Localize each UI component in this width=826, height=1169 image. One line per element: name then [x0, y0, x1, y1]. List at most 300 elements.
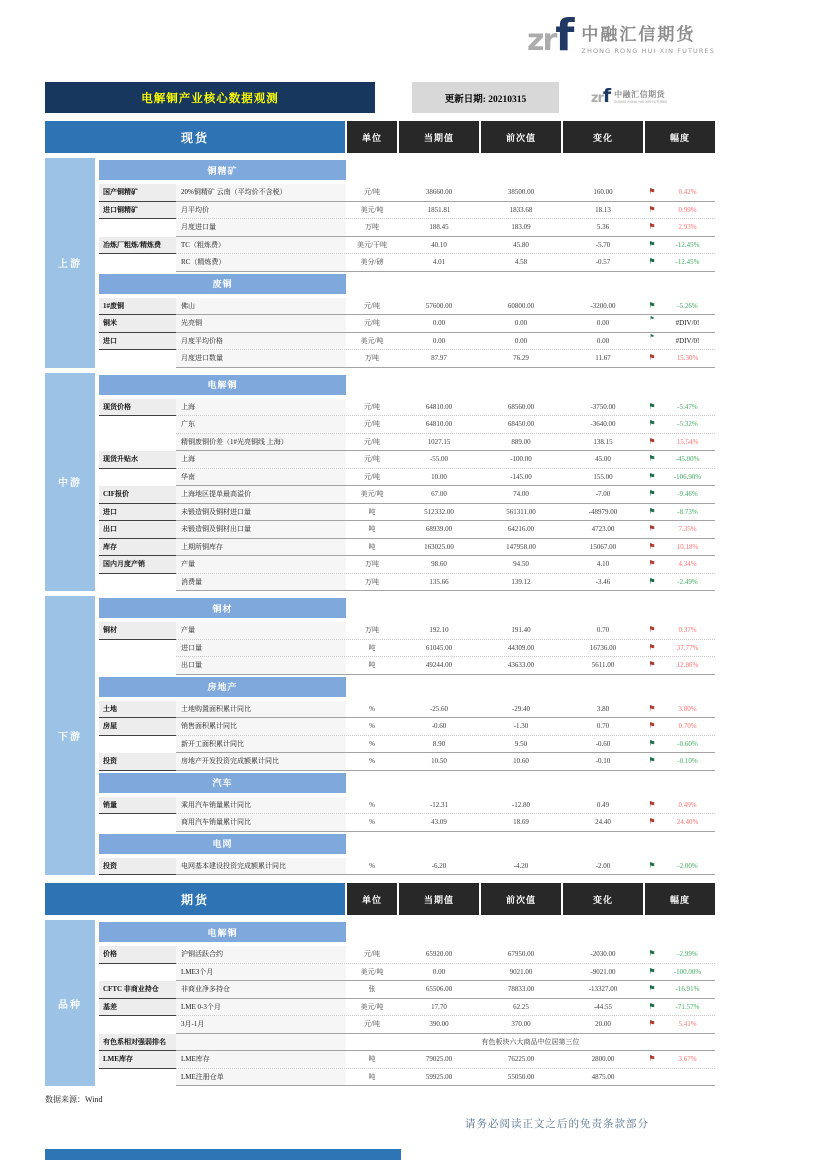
column-header-previous: 前次值: [481, 883, 561, 915]
amplitude-cell: [644, 701, 715, 718]
table-header-row: [45, 121, 715, 153]
table-row: [99, 797, 715, 815]
previous-value-cell: 9.50: [514, 739, 528, 748]
current-value-cell: -6.20: [431, 861, 447, 870]
row-desc: [176, 1034, 346, 1051]
up-flag-icon: ⚑: [648, 353, 656, 363]
amplitude-cell: [644, 797, 715, 814]
row-desc: RC（精炼费）: [176, 254, 346, 271]
previous-value-cell: 74.00: [513, 490, 529, 499]
row-values: [176, 1069, 715, 1087]
column-header-unit: 单位: [347, 121, 397, 153]
amplitude-value: -106.90%: [673, 472, 702, 481]
previous-value-cell: 62.25: [513, 1002, 529, 1011]
change-value-cell: 18.13: [595, 205, 611, 214]
unit-cell: 万吨: [365, 577, 379, 586]
unit-cell: 元/吨: [364, 472, 380, 481]
sidebar-label: 品种: [45, 920, 95, 1086]
row-desc: 出口量: [176, 657, 346, 674]
amplitude-value: -0.10%: [677, 757, 698, 766]
row-label: 1#废铜: [99, 298, 176, 316]
previous-value-cell: 139.12: [511, 577, 531, 586]
row-desc: LME库存: [176, 1051, 346, 1068]
unit-cell: 元/吨: [364, 319, 380, 328]
change-value-cell: -5.70: [595, 240, 611, 249]
current-value-cell: 43.09: [431, 818, 447, 827]
amplitude-cell: [644, 657, 715, 674]
previous-value-cell: 60800.00: [507, 301, 535, 310]
row-desc: LME3个月: [176, 964, 346, 981]
amplitude-cell: [644, 333, 715, 350]
amplitude-value: 10.18%: [676, 542, 699, 551]
amplitude-cell: [644, 640, 715, 657]
zero-flag-icon: ⚑: [649, 333, 655, 340]
row-label: 出口: [99, 521, 176, 539]
up-flag-icon: ⚑: [648, 799, 656, 809]
table-row: [99, 736, 715, 754]
table-row: [99, 1069, 715, 1087]
amplitude-value: -71.57%: [675, 1002, 700, 1011]
sections: [99, 158, 715, 368]
previous-value-cell: -145.00: [510, 472, 532, 481]
down-flag-icon: ⚑: [648, 401, 656, 411]
header-logo: [559, 82, 715, 113]
row-values: [176, 814, 715, 832]
current-value-cell: 65920.00: [425, 950, 453, 959]
unit-cell: 张: [368, 985, 376, 994]
unit-cell: 吨: [368, 1072, 376, 1081]
up-flag-icon: ⚑: [648, 660, 656, 670]
row-desc: 上海: [176, 451, 346, 468]
previous-value-cell: 561311.00: [506, 507, 536, 516]
company-logo: [527, 10, 715, 61]
row-desc: 华南: [176, 469, 346, 486]
amplitude-cell: [644, 434, 715, 451]
amplitude-value: -0.60%: [677, 739, 698, 748]
amplitude-cell: [644, 622, 715, 639]
row-values: [176, 858, 715, 876]
table-row: [99, 202, 715, 220]
previous-value-cell: 45.80: [513, 240, 529, 249]
row-label: 现货价格: [99, 399, 176, 417]
table-row: [99, 504, 715, 522]
row-values: [176, 657, 715, 675]
amplitude-value: -16.91%: [675, 985, 700, 994]
row-desc: 新开工面积累计同比: [176, 736, 346, 753]
table-title: 期货: [45, 883, 345, 915]
row-values: [176, 469, 715, 487]
table-row: [99, 333, 715, 351]
change-value-cell: -2030.00: [590, 950, 616, 959]
up-flag-icon: ⚑: [648, 1054, 656, 1064]
row-desc: 月度进口量: [176, 219, 346, 236]
row-values: [176, 315, 715, 333]
row-desc: 光亮铜: [176, 315, 346, 332]
row-values: [176, 254, 715, 272]
previous-value-cell: 55050.00: [507, 1072, 535, 1081]
current-value-cell: 0.00: [432, 967, 446, 976]
row-desc: 消费量: [176, 574, 346, 591]
table-row: [99, 350, 715, 368]
amplitude-cell: [644, 451, 715, 468]
previous-value-cell: 191.40: [511, 626, 531, 635]
row-desc: LME注册仓单: [176, 1069, 346, 1086]
table-row: [99, 718, 715, 736]
table-row: [99, 701, 715, 719]
unit-cell: 元/吨: [364, 950, 380, 959]
unit-cell: %: [369, 704, 375, 713]
change-value-cell: 2800.00: [591, 1055, 615, 1064]
row-label: [99, 964, 176, 982]
previous-value-cell: 76225.00: [507, 1055, 535, 1064]
unit-cell: 元/吨: [364, 188, 380, 197]
title-spacer: [375, 82, 412, 113]
zrf-mini-logo-icon: zrf 中融汇信期货 ZHONG RONG HUI XIN FUTURES: [590, 85, 668, 107]
row-values: [176, 539, 715, 557]
update-date: 更新日期: 20210315: [412, 82, 559, 113]
previous-value-cell: 38500.00: [507, 188, 535, 197]
change-value-cell: 5611.00: [591, 661, 615, 670]
previous-value-cell: 183.09: [511, 223, 531, 232]
unit-cell: 美元/干吨: [357, 240, 387, 249]
previous-value-cell: -4.20: [513, 861, 529, 870]
row-values: [176, 1034, 715, 1052]
down-flag-icon: ⚑: [648, 738, 656, 748]
row-values: [176, 556, 715, 574]
down-flag-icon: ⚑: [648, 239, 656, 249]
previous-value-cell: -12.80: [511, 800, 531, 809]
row-label: 基差: [99, 999, 176, 1017]
current-value-cell: 0.00: [432, 336, 446, 345]
section-band: 房地产: [99, 677, 346, 697]
down-flag-icon: ⚑: [648, 1001, 656, 1011]
row-label: 销量: [99, 797, 176, 815]
amplitude-cell: [644, 574, 715, 591]
current-value-cell: 8.90: [432, 739, 446, 748]
amplitude-cell: [644, 202, 715, 219]
row-values: [176, 574, 715, 592]
table-row: [99, 858, 715, 876]
row-label: 价格: [99, 946, 176, 964]
previous-value-cell: 4.58: [514, 258, 528, 267]
row-desc: 电网基本建设投资完成额累计同比: [176, 858, 346, 875]
row-label: [99, 469, 176, 487]
row-values: [176, 999, 715, 1017]
amplitude-value: -12.45%: [675, 240, 700, 249]
unit-cell: 美元/吨: [360, 967, 384, 976]
sidebar-label: 上游: [45, 158, 95, 368]
down-flag-icon: ⚑: [648, 984, 656, 994]
section-band: 汽车: [99, 773, 346, 793]
change-value-cell: -0.57: [595, 258, 611, 267]
unit-cell: 万吨: [365, 223, 379, 232]
down-flag-icon: ⚑: [648, 949, 656, 959]
down-flag-icon: ⚑: [648, 576, 656, 586]
unit-cell: 美分/磅: [360, 258, 384, 267]
amplitude-cell: [644, 350, 715, 367]
row-values: [176, 486, 715, 504]
row-values: [176, 434, 715, 452]
footer-bar: [45, 1149, 401, 1160]
row-label: [99, 219, 176, 237]
up-flag-icon: ⚑: [648, 436, 656, 446]
row-values: [176, 946, 715, 964]
down-flag-icon: ⚑: [648, 300, 656, 310]
table-row: [99, 434, 715, 452]
change-value-cell: 160.00: [593, 188, 613, 197]
change-value-cell: -9021.00: [590, 967, 616, 976]
row-values: [176, 451, 715, 469]
current-value-cell: 10.00: [431, 472, 447, 481]
amplitude-value: #DIV/0!: [675, 319, 700, 328]
previous-value-cell: 10.60: [513, 757, 529, 766]
table-row: [99, 753, 715, 771]
amplitude-cell: [644, 1069, 715, 1086]
row-values: [176, 964, 715, 982]
change-value-cell: -7.00: [595, 490, 611, 499]
amplitude-value: 2.93%: [678, 223, 697, 232]
row-values: [176, 184, 715, 202]
previous-value-cell: 9021.00: [509, 967, 533, 976]
disclaimer: 请务必阅读正文之后的免责条款部分: [465, 1119, 649, 1130]
current-value-cell: 390.00: [429, 1020, 449, 1029]
sidebar-group: [45, 596, 715, 875]
change-value-cell: -0.60: [595, 739, 611, 748]
change-value-cell: 15067.00: [589, 542, 617, 551]
previous-value-cell: 67950.00: [507, 950, 535, 959]
current-value-cell: 87.97: [431, 354, 447, 363]
row-desc: 土地购置面积累计同比: [176, 701, 346, 718]
table-row: [99, 814, 715, 832]
amplitude-cell: [644, 298, 715, 315]
row-values: [176, 504, 715, 522]
change-value-cell: 11.67: [595, 354, 611, 363]
amplitude-value: -5.26%: [677, 301, 698, 310]
current-value-cell: -12.31: [429, 800, 449, 809]
amplitude-cell: [644, 999, 715, 1016]
previous-value-cell: 94.50: [513, 560, 529, 569]
current-value-cell: 4.01: [432, 258, 446, 267]
previous-value-cell: 0.00: [514, 336, 528, 345]
unit-cell: %: [369, 739, 375, 748]
amplitude-value: 3.67%: [678, 1055, 697, 1064]
current-value-cell: 79025.00: [425, 1055, 453, 1064]
amplitude-value: 5.41%: [678, 1020, 697, 1029]
current-value-cell: -55.00: [429, 455, 449, 464]
data-source: 数据来源：Wind: [45, 1095, 103, 1104]
amplitude-value: 15.30%: [676, 354, 699, 363]
previous-value-cell: 68560.00: [507, 402, 535, 411]
up-flag-icon: ⚑: [648, 204, 656, 214]
column-header-unit: 单位: [347, 883, 397, 915]
amplitude-value: -2.99%: [677, 950, 698, 959]
table-row: [99, 315, 715, 333]
merged-note: 有色板块六大商品中位居第三位: [481, 1037, 580, 1046]
amplitude-cell: [644, 237, 715, 254]
amplitude-value: -9.46%: [677, 490, 698, 499]
amplitude-value: 0.70%: [678, 722, 697, 731]
report-body: [45, 82, 715, 1086]
table-row: [99, 521, 715, 539]
unit-cell: 元/吨: [364, 437, 380, 446]
row-desc: TC（粗炼费）: [176, 237, 346, 254]
row-values: [176, 797, 715, 815]
row-desc: 精铜废铜价差（1#光亮铜线 上海）: [176, 434, 346, 451]
row-values: [176, 298, 715, 316]
amplitude-cell: [644, 814, 715, 831]
current-value-cell: 17.70: [431, 1002, 447, 1011]
row-values: [176, 399, 715, 417]
amplitude-value: 4.34%: [678, 560, 697, 569]
up-flag-icon: ⚑: [648, 541, 656, 551]
current-value-cell: 49244.00: [425, 661, 453, 670]
amplitude-cell: [644, 521, 715, 538]
row-values: [176, 521, 715, 539]
column-header-current: 当期值: [399, 121, 479, 153]
previous-value-cell: 18.69: [513, 818, 529, 827]
row-desc: 非商业净多持仓: [176, 981, 346, 998]
previous-value-cell: -1.30: [513, 722, 529, 731]
table-row: [99, 657, 715, 675]
down-flag-icon: ⚑: [648, 489, 656, 499]
table-row: [99, 1051, 715, 1069]
down-flag-icon: ⚑: [648, 257, 656, 267]
unit-cell: %: [369, 818, 375, 827]
table-row: [99, 622, 715, 640]
amplitude-value: 24.40%: [676, 818, 699, 827]
current-value-cell: 188.45: [429, 223, 449, 232]
change-value-cell: 4.10: [596, 560, 610, 569]
change-value-cell: 0.00: [596, 336, 610, 345]
row-desc: 广东: [176, 416, 346, 433]
row-label: [99, 657, 176, 675]
unit-cell: 美元/吨: [360, 1002, 384, 1011]
row-label: [99, 1016, 176, 1034]
row-label: 土地: [99, 701, 176, 719]
unit-cell: 万吨: [365, 354, 379, 363]
amplitude-cell: [644, 219, 715, 236]
row-label: 库存: [99, 539, 176, 557]
amplitude-value: 7.35%: [678, 525, 697, 534]
amplitude-cell: [644, 539, 715, 556]
column-header-amplitude: 幅度: [645, 121, 715, 153]
row-values: [176, 753, 715, 771]
amplitude-cell: [644, 399, 715, 416]
amplitude-cell: [644, 184, 715, 201]
amplitude-value: -5.32%: [677, 420, 698, 429]
row-desc: LME 0-3个月: [176, 999, 346, 1016]
up-flag-icon: ⚑: [648, 524, 656, 534]
sidebar-group: [45, 373, 715, 592]
zero-flag-icon: ⚑: [649, 316, 655, 322]
table-row: [99, 298, 715, 316]
change-value-cell: -3640.00: [590, 420, 616, 429]
unit-cell: 元/吨: [364, 420, 380, 429]
unit-cell: 吨: [368, 661, 376, 670]
up-flag-icon: ⚑: [648, 222, 656, 232]
table-row: [99, 184, 715, 202]
current-value-cell: 68939.00: [425, 525, 453, 534]
unit-cell: 元/吨: [364, 455, 380, 464]
current-value-cell: 64810.00: [425, 420, 453, 429]
previous-value-cell: 43633.00: [507, 661, 535, 670]
amplitude-value: 0.37%: [678, 626, 697, 635]
up-flag-icon: ⚑: [648, 187, 656, 197]
sidebar-label: 中游: [45, 373, 95, 592]
down-flag-icon: ⚑: [648, 454, 656, 464]
row-label: 铜材: [99, 622, 176, 640]
table-row: [99, 999, 715, 1017]
amplitude-cell: [644, 556, 715, 573]
table-header-row: [45, 883, 715, 915]
row-values: [176, 640, 715, 658]
table-row: [99, 1034, 715, 1052]
row-desc: 佛山: [176, 298, 346, 315]
row-label: 有色系相对强弱排名: [99, 1034, 176, 1052]
row-values: [176, 202, 715, 220]
table-row: [99, 556, 715, 574]
row-values: [176, 701, 715, 719]
amplitude-value: -100.00%: [673, 967, 702, 976]
previous-value-cell: 76.29: [513, 354, 529, 363]
change-value-cell: 16736.00: [589, 643, 617, 652]
change-value-cell: -3200.00: [590, 301, 616, 310]
company-name-en: ZHONG RONG HUI XIN FUTURES: [581, 47, 715, 55]
current-value-cell: 59925.00: [425, 1072, 453, 1081]
up-flag-icon: ⚑: [648, 703, 656, 713]
current-value-cell: 1851.81: [427, 205, 451, 214]
up-flag-icon: ⚑: [648, 817, 656, 827]
sections: [99, 373, 715, 592]
down-flag-icon: ⚑: [648, 419, 656, 429]
row-label: 进口: [99, 333, 176, 351]
change-value-cell: 138.15: [593, 437, 613, 446]
row-desc: 产量: [176, 622, 346, 639]
row-label: 国产铜精矿: [99, 184, 176, 202]
amplitude-cell: [644, 736, 715, 753]
sidebar-group: [45, 158, 715, 368]
current-value-cell: 98.60: [431, 560, 447, 569]
section-band: 废铜: [99, 274, 346, 294]
row-values: [176, 416, 715, 434]
previous-value-cell: 64216.00: [507, 525, 535, 534]
amplitude-cell: [644, 1016, 715, 1033]
row-desc: 乘用汽车销量累计同比: [176, 797, 346, 814]
row-values: [176, 718, 715, 736]
column-header-change: 变化: [563, 883, 643, 915]
amplitude-value: 15.54%: [676, 437, 699, 446]
unit-cell: %: [369, 722, 375, 731]
row-values: [176, 237, 715, 255]
row-values: [176, 1051, 715, 1069]
row-label: 国内月度产销: [99, 556, 176, 574]
zrf-logo-icon: zrf: [527, 10, 575, 61]
amplitude-cell: [644, 416, 715, 433]
row-label: LME库存: [99, 1051, 176, 1069]
row-values: [176, 1016, 715, 1034]
row-desc: 沪铜活跃合约: [176, 946, 346, 963]
current-value-cell: 10.50: [431, 757, 447, 766]
change-value-cell: 0.49: [596, 800, 610, 809]
sidebar-group: [45, 920, 715, 1086]
current-value-cell: 135.66: [429, 577, 449, 586]
amplitude-cell: [644, 753, 715, 770]
row-desc: 月度平均价格: [176, 333, 346, 350]
company-name-cn: 中融汇信期货: [581, 25, 696, 45]
amplitude-cell: [644, 964, 715, 981]
row-label: CFTC 非商业持仓: [99, 981, 176, 999]
unit-cell: 元/吨: [364, 301, 380, 310]
